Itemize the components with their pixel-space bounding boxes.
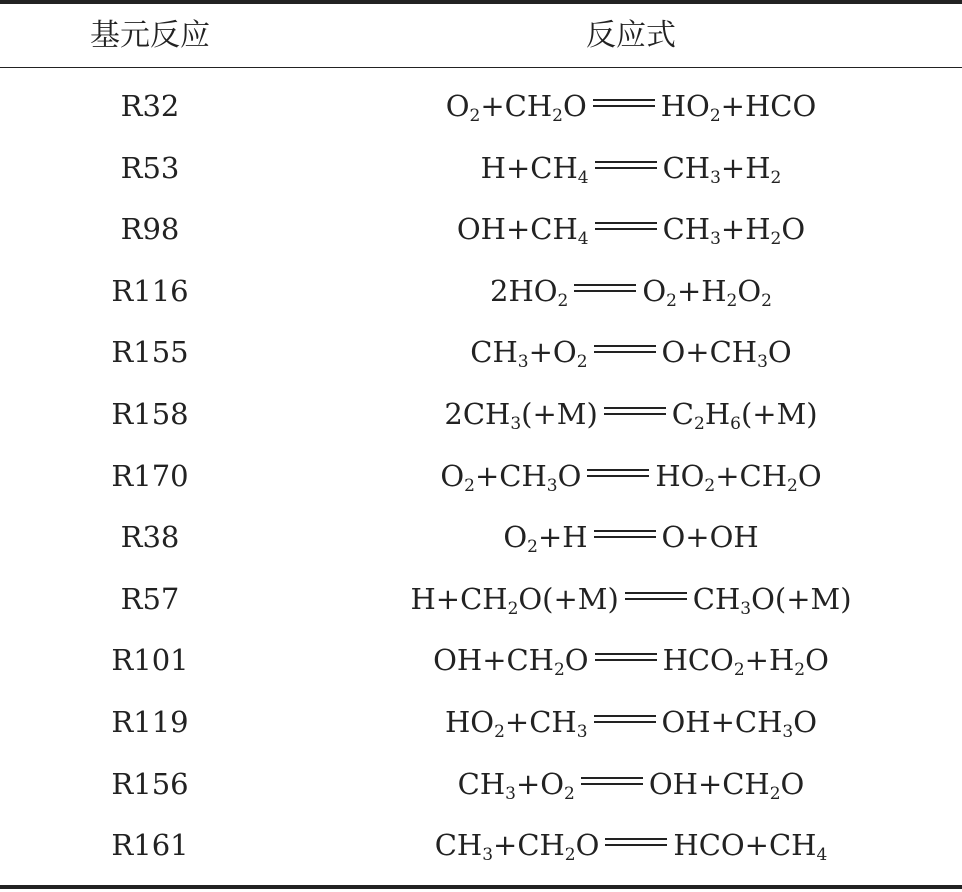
table-row (0, 261, 962, 323)
table-row (0, 507, 962, 569)
reaction-id: R155 (111, 335, 189, 370)
reactants: $O_2+CH_3O$ (440, 458, 582, 496)
reaction-id: R53 (120, 150, 180, 185)
products: O+OH (661, 520, 759, 555)
reaction-equation (300, 754, 962, 816)
reaction-equation (300, 569, 962, 631)
products: $CH_3O(+M)$ (692, 581, 852, 619)
equals-sign (604, 407, 666, 415)
reactants: $2HO_2$ (490, 273, 569, 311)
products: $HO_2+CH_2O$ (655, 458, 822, 496)
reaction-id: R116 (111, 273, 189, 308)
equals-sign (595, 653, 657, 661)
reaction-id: R156 (111, 766, 189, 801)
reactants: $CH_3+O_2$ (470, 335, 588, 373)
reaction-id: R32 (120, 89, 180, 123)
products: $OH+CH_2O$ (648, 766, 805, 804)
equals-sign (594, 345, 656, 353)
reaction-equation (300, 630, 962, 692)
table-row (0, 384, 962, 446)
table-row (0, 322, 962, 384)
products: $CH_3+H_2$ (662, 150, 782, 188)
table-row (0, 692, 962, 754)
table-row (0, 815, 962, 877)
reaction-equation (300, 199, 962, 261)
bottom-rule (0, 885, 962, 889)
table-row (0, 630, 962, 692)
table-body (0, 76, 962, 877)
header-reaction-equation: 反应式 (586, 18, 676, 53)
reaction-id: R170 (111, 458, 189, 493)
equals-sign (587, 469, 649, 477)
products: $HCO_2+H_2O$ (662, 643, 829, 681)
reactants: $OH+CH_2O$ (433, 643, 589, 681)
products: $O+CH_3O$ (661, 335, 792, 373)
table-row (0, 446, 962, 508)
reaction-equation (300, 138, 962, 200)
reaction-id: R161 (111, 828, 189, 863)
table-header (0, 4, 962, 67)
table-row (0, 138, 962, 200)
reaction-id: R98 (120, 212, 180, 247)
products: $O_2+H_2O_2$ (642, 273, 772, 311)
reaction-equation (300, 692, 962, 754)
table-row (0, 199, 962, 261)
reaction-equation (300, 815, 962, 877)
reactants: $CH_3+O_2$ (457, 766, 575, 804)
reaction-equation (300, 322, 962, 384)
equals-sign (593, 99, 655, 107)
table-row (0, 76, 962, 138)
reactants: $HO_2+CH_3$ (445, 704, 588, 742)
products: $HO_2+HCO$ (660, 89, 817, 126)
reaction-equation (300, 446, 962, 508)
reaction-equation (300, 507, 962, 569)
reaction-id: R38 (120, 520, 180, 555)
reactants: $O_2+CH_2O$ (445, 89, 587, 126)
reactants: $2CH_3(+M)$ (444, 396, 598, 434)
equals-sign (605, 838, 667, 846)
equals-sign (594, 715, 656, 723)
products: $CH_3+H_2O$ (662, 212, 806, 250)
equals-sign (581, 777, 643, 785)
header-rule (0, 67, 962, 68)
reactants: $OH+CH_4$ (456, 212, 589, 250)
equals-sign (595, 161, 657, 169)
products: $C_2H_6(+M)$ (671, 396, 818, 434)
products: $HCO+CH_4$ (673, 828, 828, 866)
equals-sign (574, 284, 636, 292)
reactants: $CH_3+CH_2O$ (434, 828, 600, 866)
reaction-id: R101 (111, 643, 189, 678)
equals-sign (595, 222, 657, 230)
equals-sign (594, 530, 656, 538)
reactants: $O_2+H$ (503, 520, 588, 558)
reactants: $H+CH_2O(+M)$ (410, 581, 619, 619)
reaction-id: R158 (111, 396, 189, 431)
table-row (0, 569, 962, 631)
table-row (0, 754, 962, 816)
products: $OH+CH_3O$ (661, 704, 817, 742)
reaction-equation (300, 261, 962, 323)
reaction-id: R57 (120, 581, 180, 616)
reactants: $H+CH_4$ (480, 150, 589, 188)
reaction-equation (300, 76, 962, 138)
header-reaction-id: 基元反应 (90, 18, 210, 53)
reaction-equation (300, 384, 962, 446)
reaction-id: R119 (111, 704, 189, 739)
equals-sign (625, 592, 687, 600)
